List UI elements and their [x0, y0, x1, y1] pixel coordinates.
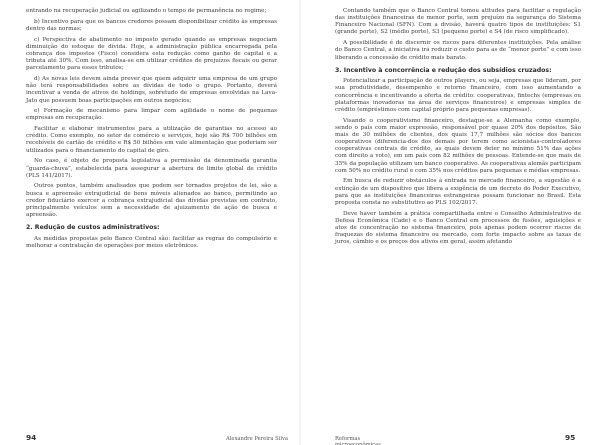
running-footer: Reformas microeconômicas: [335, 436, 381, 445]
paragraph: No caso, é objeto de proposta legislativa a permissão da denominada garantia “guarda-chuva”, estabelecida para assegurar a abertura de limite global de crédito (PLS 141/2017).: [26, 158, 277, 179]
running-footer: Alexandre Pereira Silva: [226, 436, 289, 442]
paragraph: c) Perspectiva de abatimento no imposto gerado quando as empresas negociam diminuição do estoque de dívida. Hoje, a administração pública encarregada pela cobrança dos impostos (Fisco) considera esta redução como ganho de capital e a tributa até 30%. Com isso, analisa-se em utilizar créditos de prejuízos fiscais ou gerar parcelamento para esses tributos;: [26, 36, 277, 72]
paragraph: Facilitar e elaborar instrumentos para a utilização de garantias no acesso ao crédito. Como exemplo, no setor de comércio e serviços, hoje são R$ 700 bilhões em recebíveis de cartão de crédito e R$ 50 bilhões em vale alimentação que poderiam ser utilizados para o financiamento do capital de giro.: [26, 126, 277, 154]
page-number: 94: [26, 433, 37, 442]
page-number: 95: [565, 433, 576, 442]
right-text-column: [335, 8, 581, 250]
paragraph: Em busca de reduzir obstáculos à entrada no mercado financeiro, a sugestão é a extinção de um dispositivo que libera a exigência de um decreto do Poder Executivo, para que as instituições financeiras estrangeiras possam funcionar no Brasil. Esta proposta consta no substitutivo ao PLS 102/2017.: [335, 178, 581, 206]
paragraph: b) Incentivo para que os bancos credores possam disponibilizar crédito às empresas dentro das normas;: [26, 18, 277, 32]
paragraph: Potencializar a participação de outros players, ou seja, empresas que lideram, por sua produtividade, desempenho e retorno financeiro, com isso aumentando a concorrência e incentivando a oferta de crédito: cooperativas, fintechs (empresas ou plataformas inovadoras na área de serviços financeiros) e empresas simples de crédito (empréstimos com capital próprio para pequenas empresas).: [335, 78, 581, 113]
paragraph: A possibilidade é de discernir os riscos para diferentes instituições. Pela análise do Banco Central, a iniciativa irá reduzir o custo para as de “menor porte” e com isso liberando a concessão de crédito mais barato.: [335, 40, 581, 61]
paragraph: e) Formação de mecanismo para limpar com agilidade o nome de pequenas empresas em recuperação.: [26, 108, 277, 122]
paragraph: entrando na recuperação judicial ou agilizando o tempo de permanência no regime;: [26, 8, 267, 14]
paragraph: Visando o cooperativismo financeiro, destaque-se a Alemanha como exemplo, sendo o país com maior expressão, responsável por quase 20% dos depósitos. São mais de 30 milhões de clientes, dos quais 17,7 milhões são sócios dos bancos cooperativos (diferencia-dos dos demais por terem como acionistas-controladores cooperativas centrais de crédito, as quais devem deter no mínimo 51% das ações com direito a voto), em um país com 82 milhões de pessoas. Entende-se que mais de 35% da população utilizam um banco cooperativo. As cooperativas alemãs participam com 50% no crédito rural e com 35% nos créditos para pequenas e médias empresas.: [335, 117, 581, 174]
section-heading: 2. Redução de custos administrativos:: [26, 224, 160, 232]
section-heading: 3. Incentivo à concorrência e redução dos subsídios cruzados:: [335, 66, 552, 74]
paragraph: As medidas propostas pelo Banco Central são: facilitar as regras do compulsório e melhorar a contratação de operações por meios eletrônicos.: [26, 235, 277, 249]
paragraph: Outros pontos, também analisados que podem ser tornados projetos de lei, são a busca e apreensão extrajudicial de bens móveis alienados ao banco, permitindo ao credor fiduciário exercer a cobrança extrajudicial das dívidas previstas em contrato, principalmente veículos sem a necessidade de ajuizamento de ação de busca e apreensão.: [26, 183, 277, 219]
paragraph: Contando também que o Banco Central tomou atitudes para facilitar a regulação das instituições financeiras de menor porte, sem prejuízo na segurança do Sistema Financeiro Nacional (SFN). Com a divisão, haverá quatro tipos de instituições: S1 (grande porte), S2 (médio porte), S3 (pequeno porte) e S4 (de risco simplificado).: [335, 8, 581, 36]
paragraph: d) As novas leis devem ainda prever que quem adquirir uma empresa de um grupo não terá responsabilidades sobre as dívidas de todo o grupo. Portanto, deverá incentivar a venda de ativos de holdings, sobretudo de empresas envolvidas na Lava-Jato que possuem boas participações em outros negócios;: [26, 76, 277, 104]
paragraph: Deve haver também a prática compartilhada entre o Conselho Administrativo de Defesa Econômica (Cade) e o Banco Central em processos de fusões, aquisições e atos de concentração no sistema financeiro, pois apenas podem ocorrer riscos de fraquezas do sistema financeiro ou mercado, com forte impacto sobre as taxas de juros, câmbio e os preços dos ativos em geral, assim afetando: [335, 210, 581, 246]
